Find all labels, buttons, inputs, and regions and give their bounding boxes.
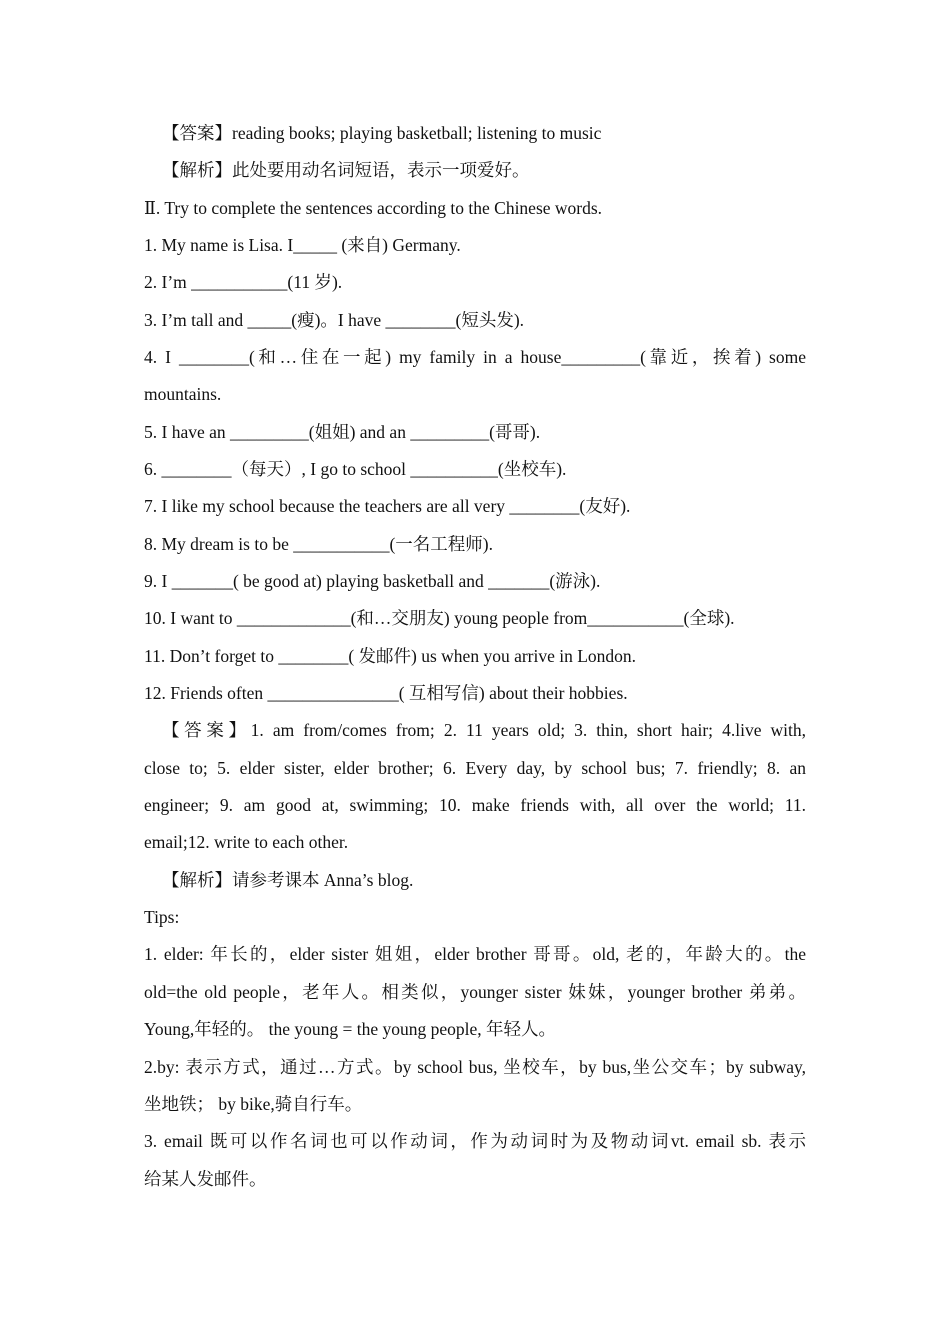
exercise-item: 6. ________（每天）, I go to school __________(坐校车). bbox=[144, 459, 567, 479]
analysis-note: 【解析】请参考课本 Anna’s blog. bbox=[162, 870, 414, 890]
tip-item-continued: 给某人发邮件。 bbox=[144, 1169, 267, 1189]
exercise-item: 3. I’m tall and _____(瘦)。I have ________(短头发). bbox=[144, 310, 525, 330]
exercise-item: 10. I want to _____________(和…交朋友) young people from___________(全球). bbox=[144, 608, 735, 628]
exercise-item: 9. I _______( be good at) playing basketball and _______(游泳). bbox=[144, 571, 601, 591]
exercise-item: 5. I have an _________(姐姐) and an _________(哥哥). bbox=[144, 422, 541, 442]
exercise-item-continued: mountains. bbox=[144, 384, 222, 404]
tip-item: 3. email 既可以作名词也可以作动词，作为动词时为及物动词vt. email sb. 表示 bbox=[144, 1131, 806, 1151]
exercise-item: 4. I ________(和…住在一起) my family in a house_________(靠近，挨着) some bbox=[144, 347, 806, 367]
tip-item: 1. elder: 年长的，elder sister 姐姐，elder brother 哥哥。old, 老的，年龄大的。the bbox=[144, 944, 806, 964]
previous-answer: 【答案】reading books; playing basketball; listening to music bbox=[162, 123, 602, 143]
part-two-heading: Ⅱ. Try to complete the sentences according to the Chinese words. bbox=[144, 198, 603, 218]
answer-key: 【答案】1. am from/comes from; 2. 11 years old; 3. thin, short hair; 4.live with, bbox=[162, 720, 806, 740]
tip-item-continued: Young,年轻的。 the young = the young people, 年轻人。 bbox=[144, 1019, 557, 1039]
exercise-item: 1. My name is Lisa. I_____ (来自) Germany. bbox=[144, 235, 461, 255]
tip-item-continued: 坐地铁； by bike,骑自行车。 bbox=[144, 1094, 363, 1114]
tip-item-continued: old=the old people，老年人。相类似，younger sister 妹妹，younger brother 弟弟。 bbox=[144, 982, 806, 1002]
previous-analysis: 【解析】此处要用动名词短语，表示一项爱好。 bbox=[162, 160, 530, 180]
exercise-item: 7. I like my school because the teachers are all very ________(友好). bbox=[144, 496, 631, 516]
exercise-item: 12. Friends often _______________( 互相写信) about their hobbies. bbox=[144, 683, 628, 703]
answer-key-continued: email;12. write to each other. bbox=[144, 832, 349, 852]
tips-heading: Tips: bbox=[144, 907, 180, 927]
exercise-item: 11. Don’t forget to ________( 发邮件) us when you arrive in London. bbox=[144, 646, 637, 666]
answer-key-continued: close to; 5. elder sister, elder brother; 6. Every day, by school bus; 7. friendly; 8. an bbox=[144, 758, 806, 778]
tip-item: 2.by: 表示方式，通过…方式。by school bus, 坐校车，by bus,坐公交车；by subway, bbox=[144, 1057, 806, 1077]
answer-key-continued: engineer; 9. am good at, swimming; 10. make friends with, all over the world; 11. bbox=[144, 795, 806, 815]
exercise-item: 8. My dream is to be ___________(一名工程师). bbox=[144, 534, 493, 554]
exercise-item: 2. I’m ___________(11 岁). bbox=[144, 272, 343, 292]
